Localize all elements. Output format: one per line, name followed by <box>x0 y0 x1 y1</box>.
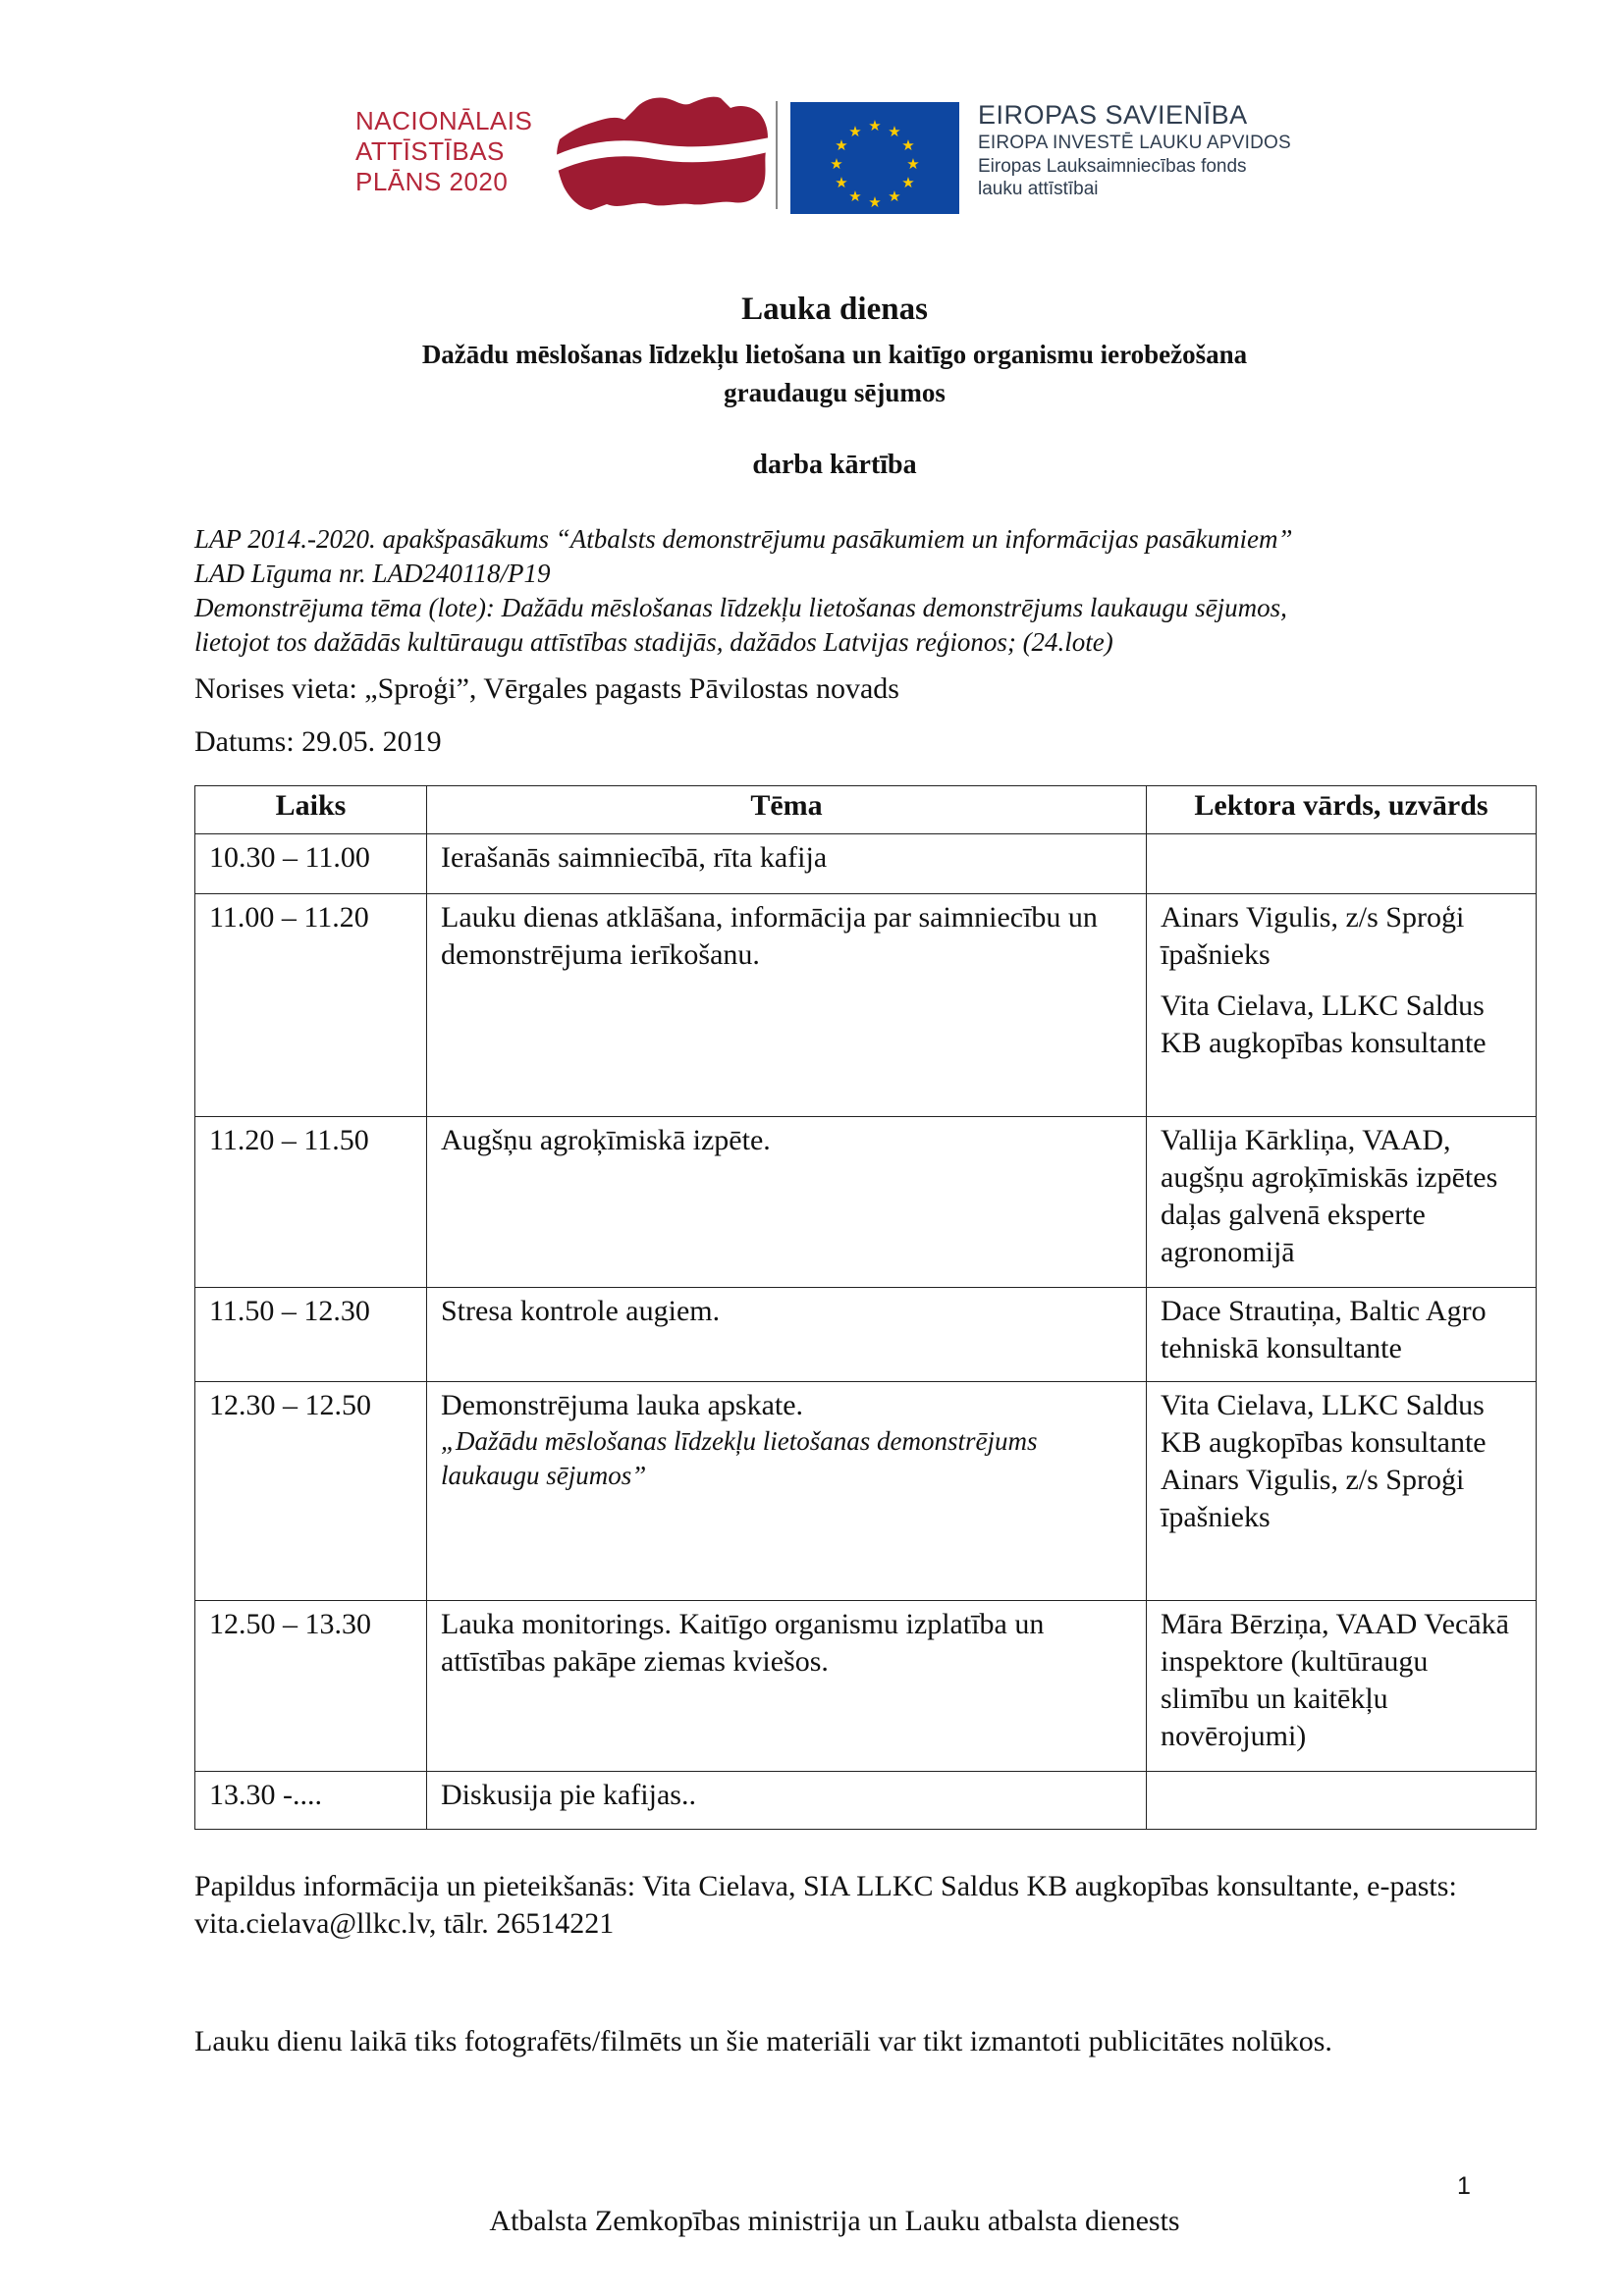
column-header-lecturer: Lektora vārds, uzvārds <box>1147 786 1537 834</box>
program-info-line: LAP 2014.-2020. apakšpasākums “Atbalsts demonstrējumu pasākumiem un informācijas pasākumiem” <box>194 524 1293 554</box>
table-row <box>195 894 1537 1117</box>
subtitle-line: graudaugu sējumos <box>724 378 946 407</box>
eu-logo-text <box>978 98 1390 200</box>
row-lecturer-cell <box>1147 894 1537 1117</box>
svg-text:★: ★ <box>888 123 901 140</box>
svg-text:★: ★ <box>868 193 882 211</box>
page-title: Lauka dienas <box>741 292 928 327</box>
page-number: 1 <box>1457 2172 1471 2200</box>
row-topic-italic: „Dažādu mēslošanas līdzekļu lietošanas demonstrējums laukaugu sējumos” <box>441 1426 1038 1490</box>
row-time: 13.30 -.... <box>195 1772 427 1830</box>
row-lecturer: Dace Strautiņa, Baltic Agro tehniskā konsultante <box>1147 1288 1537 1382</box>
svg-text:★: ★ <box>888 187 901 205</box>
nap-logo-line: ATTĪSTĪBAS <box>355 136 505 166</box>
demo-topic-line: Demonstrējuma tēma (lote): Dažādu mēslošanas līdzekļu lietošanas demonstrējums laukaugu sējumos, <box>194 593 1287 622</box>
table-row <box>195 1117 1537 1288</box>
row-lecturer-secondary: Ainars Vigulis, z/s Sproģi īpašnieks <box>1161 1464 1465 1533</box>
agenda-table <box>194 785 1537 1830</box>
svg-text:★: ★ <box>835 174 848 191</box>
eu-subtitle: EIROPA INVESTĒ LAUKU APVIDOS <box>978 133 1291 153</box>
row-lecturer-secondary: Vita Cielava, LLKC Saldus KB augkopības konsultante <box>1161 989 1487 1059</box>
svg-text:★: ★ <box>901 136 915 154</box>
eu-fund-line: Eiropas Lauksaimniecības fonds <box>978 156 1247 177</box>
svg-text:★: ★ <box>848 187 862 205</box>
svg-text:★: ★ <box>906 155 920 173</box>
row-time: 11.00 – 11.20 <box>195 894 427 1117</box>
svg-text:★: ★ <box>868 117 882 134</box>
table-row <box>195 1382 1537 1601</box>
row-topic: Ierašanās saimniecībā, rīta kafija <box>427 834 1147 894</box>
contract-number: LAD Līguma nr. LAD240118/P19 <box>194 559 551 588</box>
svg-text:★: ★ <box>848 123 862 140</box>
row-topic: Lauku dienas atklāšana, informācija par saimniecību un demonstrējuma ierīkošanu. <box>427 894 1147 1117</box>
row-lecturer: Vita Cielava, LLKC Saldus KB augkopības konsultante <box>1161 1389 1487 1459</box>
nap2020-logo-text <box>355 106 552 197</box>
column-header-time: Laiks <box>195 786 427 834</box>
row-time: 10.30 – 11.00 <box>195 834 427 894</box>
page-subtitle <box>0 336 1623 412</box>
venue: Norises vieta: „Sproģi”, Vērgales pagasts Pāvilostas novads <box>194 672 899 705</box>
latvia-map-logo <box>552 92 773 215</box>
row-time: 11.50 – 12.30 <box>195 1288 427 1382</box>
demo-topic-line: lietojot tos dažādās kultūraugu attīstības stadijās, dažādos Latvijas reģionos; (24.lote) <box>194 627 1113 657</box>
row-lecturer <box>1147 1772 1537 1830</box>
table-row <box>195 1772 1537 1830</box>
eu-fund-line: lauku attīstībai <box>978 179 1099 199</box>
row-topic: Stresa kontrole augiem. <box>427 1288 1147 1382</box>
spacer <box>1161 974 1522 988</box>
row-lecturer <box>1147 834 1537 894</box>
program-info <box>194 522 1569 760</box>
row-topic: Lauka monitorings. Kaitīgo organismu izplatība un attīstības pakāpe ziemas kviešos. <box>427 1601 1147 1772</box>
nap-logo-line: PLĀNS 2020 <box>355 167 509 196</box>
nap-logo-line: NACIONĀLAIS <box>355 106 533 135</box>
event-date: Datums: 29.05. 2019 <box>194 725 442 758</box>
table-row <box>195 834 1537 894</box>
column-header-topic: Tēma <box>427 786 1147 834</box>
svg-text:★: ★ <box>835 136 848 154</box>
media-notice: Lauku dienu laikā tiks fotografēts/filmēts un šie materiāli var tikt izmantoti publicitātes nolūkos. <box>194 2025 1332 2057</box>
subtitle-line: Dažādu mēslošanas līdzekļu lietošana un kaitīgo organismu ierobežošana <box>421 340 1248 369</box>
row-topic: Diskusija pie kafijas.. <box>427 1772 1147 1830</box>
svg-text:★: ★ <box>901 174 915 191</box>
row-lecturer-cell <box>1147 1382 1537 1601</box>
contact-info: Papildus informācija un pieteikšanās: Vita Cielava, SIA LLKC Saldus KB augkopības konsultante, e-pasts: vita.cielava@llkc.lv, tālr. 26514221 <box>194 1870 1457 1940</box>
row-topic: Augšņu agroķīmiskā izpēte. <box>427 1117 1147 1288</box>
table-row <box>195 1601 1537 1772</box>
row-topic: Demonstrējuma lauka apskate. <box>441 1389 804 1421</box>
table-header-row <box>195 786 1537 834</box>
eu-flag-icon <box>790 102 959 214</box>
row-time: 12.30 – 12.50 <box>195 1382 427 1601</box>
agenda-heading: darba kārtība <box>752 450 917 480</box>
row-topic-cell <box>427 1382 1147 1601</box>
row-time: 11.20 – 11.50 <box>195 1117 427 1288</box>
page-footer: Atbalsta Zemkopības ministrija un Lauku atbalsta dienests <box>489 2205 1180 2237</box>
logo-divider <box>776 101 778 209</box>
svg-text:★: ★ <box>830 155 843 173</box>
row-time: 12.50 – 13.30 <box>195 1601 427 1772</box>
row-lecturer: Māra Bērziņa, VAAD Vecākā inspektore (kultūraugu slimību un kaitēkļu novērojumi) <box>1147 1601 1537 1772</box>
eu-title: EIROPAS SAVIENĪBA <box>978 100 1248 130</box>
row-lecturer: Vallija Kārkliņa, VAAD, augšņu agroķīmiskās izpētes daļas galvenā eksperte agronomijā <box>1147 1117 1537 1288</box>
table-row <box>195 1288 1537 1382</box>
row-lecturer: Ainars Vigulis, z/s Sproģi īpašnieks <box>1161 901 1465 971</box>
